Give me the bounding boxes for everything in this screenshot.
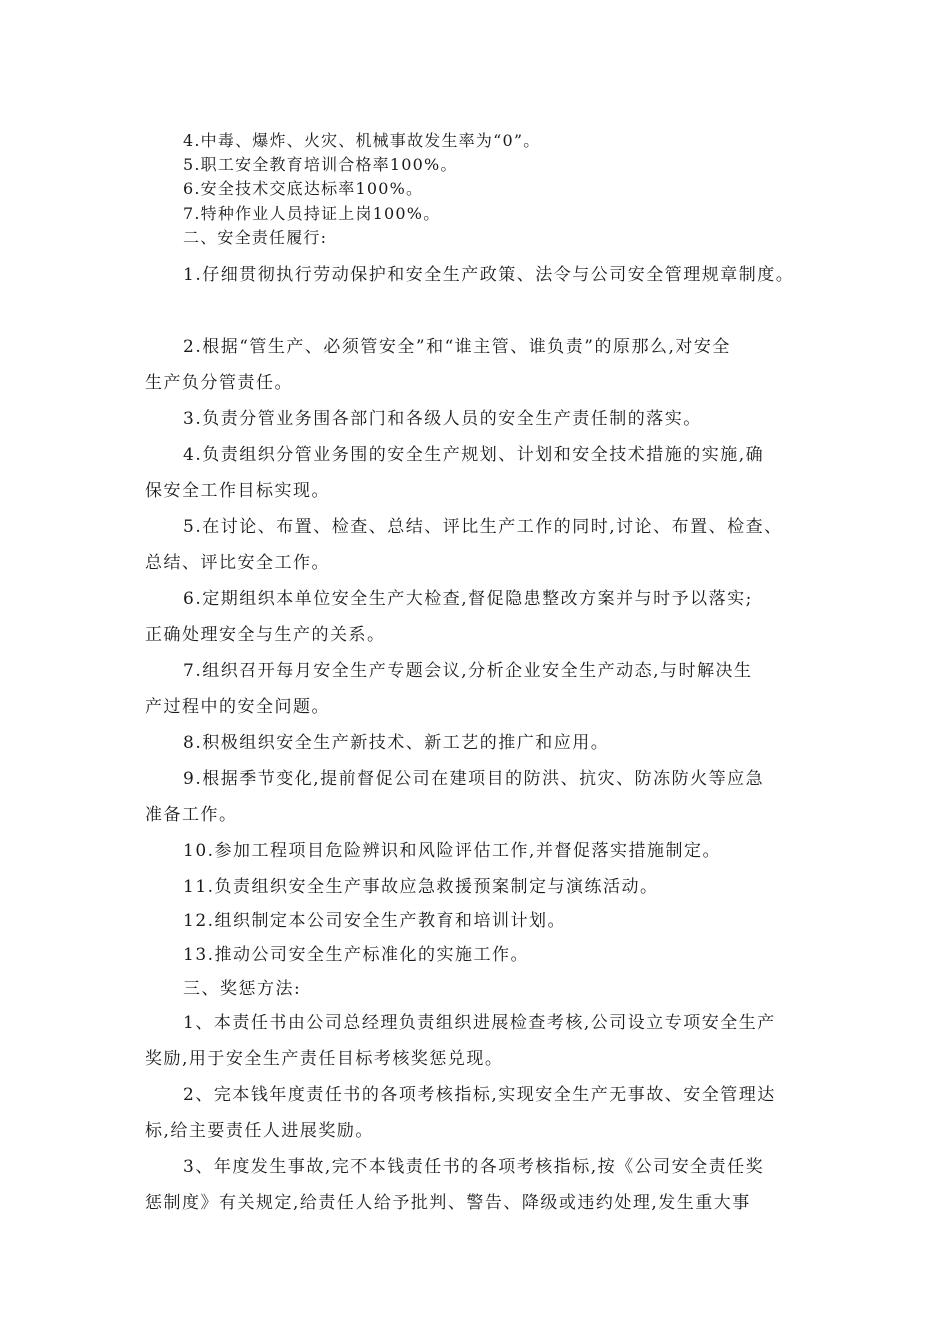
list-item: 7.特种作业人员持证上岗100%。 [183, 204, 441, 223]
paragraph-line: 13.推动公司安全生产标准化的实施工作。 [183, 945, 530, 965]
paragraph-line: 奖励,用于安全生产责任目标考核奖惩兑现。 [145, 1049, 504, 1069]
paragraph-line: 惩制度》有关规定,给责任人给予批判、警告、降级或违约处理,发生重大事 [145, 1193, 751, 1213]
list-item: 6.安全技术交底达标率100%。 [183, 179, 424, 198]
list-item: 5.职工安全教育培训合格率100%。 [183, 155, 458, 174]
paragraph-line: 2、完本钱年度责任书的各项考核指标,实现安全生产无事故、安全管理达 [183, 1085, 776, 1105]
paragraph-line: 标,给主要责任人进展奖励。 [145, 1121, 374, 1141]
paragraph-line: 准备工作。 [145, 805, 238, 825]
paragraph-line: 7.组织召开每月安全生产专题会议,分析企业安全生产动态,与时解决生 [183, 661, 753, 681]
paragraph-line: 11.负责组织安全生产事故应急救援预案制定与演练活动。 [183, 877, 659, 897]
paragraph-line: 12.组织制定本公司安全生产教育和培训计划。 [183, 911, 567, 931]
paragraph-line: 3、年度发生事故,完不本钱责任书的各项考核指标,按《公司安全责任奖 [183, 1157, 765, 1177]
section-heading: 三、奖惩方法: [183, 979, 302, 999]
paragraph-line: 生产负分管责任。 [145, 373, 293, 393]
list-item: 4.中毒、爆炸、火灾、机械事故发生率为“0”。 [183, 131, 541, 150]
paragraph-line: 总结、评比安全工作。 [145, 553, 330, 573]
paragraph-line: 5.在讨论、布置、检查、总结、评比生产工作的同时,讨论、布置、检查、 [183, 517, 783, 537]
paragraph-line: 正确处理安全与生产的关系。 [145, 625, 386, 645]
paragraph-line: 1.仔细贯彻执行劳动保护和安全生产政策、法令与公司安全管理规章制度。 [183, 265, 795, 285]
paragraph-line: 保安全工作目标实现。 [145, 481, 330, 501]
paragraph-line: 3.负责分管业务围各部门和各级人员的安全生产责任制的落实。 [183, 409, 702, 429]
paragraph-line: 6.定期组织本单位安全生产大检查,督促隐患整改方案并与时予以落实; [183, 589, 753, 609]
paragraph-line: 2.根据“管生产、必须管安全”和“谁主管、谁负责”的原那么,对安全 [183, 337, 731, 357]
paragraph-line: 产过程中的安全问题。 [145, 697, 330, 717]
section-heading: 二、安全责任履行: [183, 228, 328, 247]
paragraph-line: 4.负责组织分管业务围的安全生产规划、计划和安全技术措施的实施,确 [183, 445, 765, 465]
paragraph-line: 10.参加工程项目危险辨识和风险评估工作,并督促落实措施制定。 [183, 841, 721, 861]
paragraph-line: 9.根据季节变化,提前督促公司在建项目的防洪、抗灾、防冻防火等应急 [183, 769, 765, 789]
paragraph-line: 8.积极组织安全生产新技术、新工艺的推广和应用。 [183, 733, 610, 753]
paragraph-line: 1、本责任书由公司总经理负责组织进展检查考核,公司设立专项安全生产 [183, 1013, 776, 1033]
